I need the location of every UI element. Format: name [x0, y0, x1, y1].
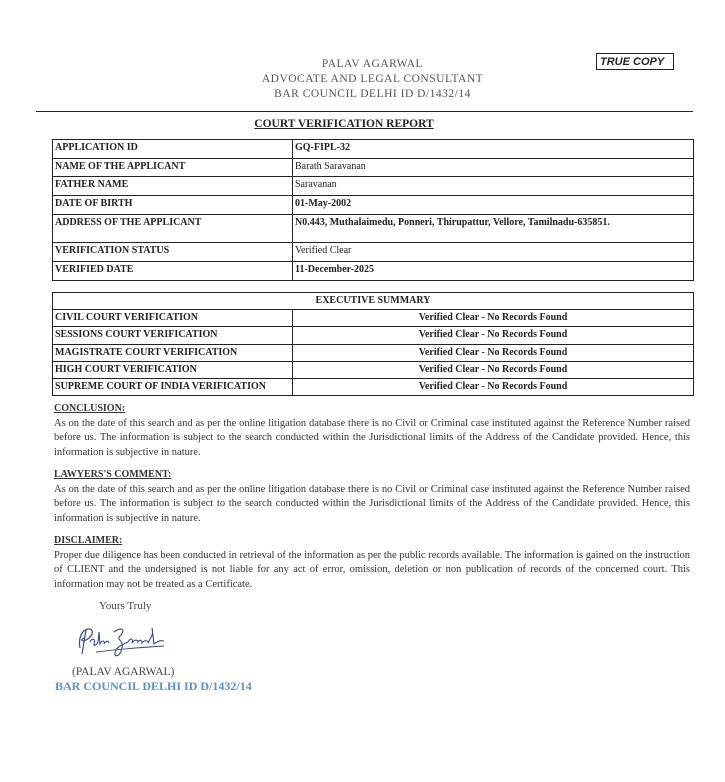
summary-label: SESSIONS COURT VERIFICATION	[53, 327, 293, 344]
executive-summary-table	[52, 292, 694, 396]
details-value: N0.443, Muthalaimedu, Ponneri, Thirupattur, Vellore, Tamilnadu-635851.	[293, 214, 694, 243]
summary-row	[53, 344, 694, 361]
header-divider	[36, 111, 693, 112]
disclaimer-section	[54, 534, 690, 592]
signer-name: (PALAV AGARWAL)	[72, 666, 175, 678]
summary-value: Verified Clear - No Records Found	[293, 378, 694, 395]
advocate-name: PALAV AGARWAL	[321, 58, 424, 70]
details-row	[53, 158, 694, 177]
true-copy-stamp: TRUE COPY	[596, 53, 674, 70]
details-row	[53, 261, 694, 280]
details-label: VERIFICATION STATUS	[53, 243, 293, 262]
details-value: Saravanan	[293, 177, 694, 196]
report-title: COURT VERIFICATION REPORT	[254, 118, 434, 130]
details-label: FATHER NAME	[53, 177, 293, 196]
summary-heading-row	[53, 293, 694, 310]
conclusion-text: As on the date of this search and as per the online litigation database there is no Civil or Criminal case instituted against the Reference Number raised before us. The information is subject to the search conducted within the Jurisdictional limits of the Address of the Candidate provided. Hence, this information is subjective in nature.	[54, 417, 690, 458]
summary-value: Verified Clear - No Records Found	[293, 344, 694, 361]
details-row	[53, 196, 694, 215]
bar-council-id: BAR COUNCIL DELHI ID D/1432/14	[274, 88, 471, 100]
signer-bar-council-id: BAR COUNCIL DELHI ID D/1432/14	[55, 679, 252, 693]
details-label: APPLICATION ID	[53, 140, 293, 159]
details-row	[53, 177, 694, 196]
details-value: Barath Saravanan	[293, 158, 694, 177]
details-row	[53, 214, 694, 243]
summary-label: SUPREME COURT OF INDIA VERIFICATION	[53, 378, 293, 395]
details-row	[53, 243, 694, 262]
details-value: 11-December-2025	[293, 261, 694, 280]
details-label: VERIFIED DATE	[53, 261, 293, 280]
disclaimer-text: Proper due diligence has been conducted in retrieval of the information as per the public records available. The information is gained on the instruction of CLIENT and the undersigned is not liable for any act of error, omission, deletion or non publication of records of the concerned court. This information may not be treated as a Certificate.	[54, 549, 690, 590]
advocate-title: ADVOCATE AND LEGAL CONSULTANT	[261, 73, 484, 85]
lawyer-comment-text: As on the date of this search and as per the online litigation database there is no Civil or Criminal case instituted against the Reference Number raised before us. The information is subject to the search conducted within the Jurisdictional limits of the Address of the Candidate provided. Hence, this information is subjective in nature.	[54, 483, 690, 524]
closing-salutation: Yours Truly	[99, 600, 152, 612]
lawyer-comment-heading: LAWYERS'S COMMENT:	[54, 469, 172, 480]
handwritten-signature	[72, 618, 172, 662]
summary-row	[53, 310, 694, 327]
details-label: NAME OF THE APPLICANT	[53, 158, 293, 177]
disclaimer-heading: DISCLAIMER:	[54, 535, 123, 546]
executive-summary-heading: EXECUTIVE SUMMARY	[53, 293, 694, 310]
summary-value: Verified Clear - No Records Found	[293, 310, 694, 327]
conclusion-heading: CONCLUSION:	[54, 403, 126, 414]
summary-label: HIGH COURT VERIFICATION	[53, 361, 293, 378]
details-value: Verified Clear	[293, 243, 694, 262]
summary-row	[53, 378, 694, 395]
details-value: 01-May-2002	[293, 196, 694, 215]
details-label: DATE OF BIRTH	[53, 196, 293, 215]
lawyer-comment-section	[54, 468, 690, 526]
summary-row	[53, 361, 694, 378]
summary-label: CIVIL COURT VERIFICATION	[53, 310, 293, 327]
summary-row	[53, 327, 694, 344]
summary-label: MAGISTRATE COURT VERIFICATION	[53, 344, 293, 361]
details-row	[53, 140, 694, 159]
applicant-details-table	[52, 139, 694, 281]
summary-value: Verified Clear - No Records Found	[293, 361, 694, 378]
details-value: GQ-FIPL-32	[293, 140, 694, 159]
summary-value: Verified Clear - No Records Found	[293, 327, 694, 344]
conclusion-section	[54, 402, 690, 460]
details-label: ADDRESS OF THE APPLICANT	[53, 214, 293, 243]
